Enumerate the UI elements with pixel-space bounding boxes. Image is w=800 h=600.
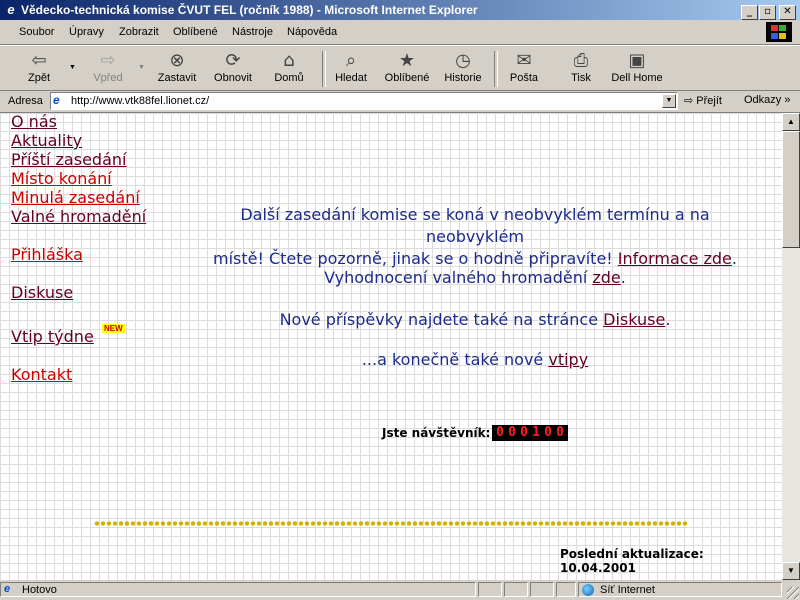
- visitor-counter: [492, 425, 568, 441]
- new-badge: NEW: [104, 324, 123, 333]
- counter-digit: 0: [544, 425, 552, 440]
- stop-icon: ⊗: [169, 50, 185, 71]
- vertical-scrollbar[interactable]: [782, 113, 800, 580]
- globe-icon: [582, 584, 594, 596]
- nav-link-o-nas[interactable]: O nás: [11, 113, 57, 131]
- address-dropdown-icon[interactable]: ▼: [662, 94, 676, 108]
- favorites-button[interactable]: ★ Oblíbené: [381, 50, 433, 84]
- mail-icon: ✉: [516, 50, 532, 71]
- menu-zobrazit[interactable]: Zobrazit: [119, 26, 159, 38]
- nav-link-minula-zasedani[interactable]: Minulá zasedání: [11, 188, 140, 207]
- maximize-button[interactable]: ▫: [759, 5, 776, 20]
- home-button[interactable]: ⌂ Domů: [263, 50, 315, 84]
- back-dropdown-icon[interactable]: ▼: [69, 64, 76, 71]
- status-pane: [504, 582, 528, 597]
- menu-soubor[interactable]: Soubor: [19, 26, 55, 38]
- message-next-meeting: Další zasedání komise se koná v neobvyklém termínu a na neobvyklém místě! Čtete pozorně, jinak se o hodně připravíte! Informace zde.: [213, 205, 737, 268]
- menu-bar: [0, 20, 800, 45]
- info-link[interactable]: Informace zde: [617, 249, 732, 268]
- address-url: http://www.vtk88fel.lionet.cz/: [71, 95, 210, 107]
- dell-home-icon: ▣: [628, 50, 646, 71]
- nav-link-vtip-tydne[interactable]: Vtip týdne: [11, 327, 94, 346]
- resize-grip-icon[interactable]: [787, 587, 799, 599]
- message-discussion: Nové příspěvky najdete také na stránce Diskuse.: [279, 310, 671, 329]
- ie-logo-icon: e: [7, 2, 15, 17]
- counter-digit: 0: [556, 425, 564, 440]
- scroll-thumb[interactable]: [782, 131, 800, 248]
- nav-link-prihlaska[interactable]: Přihláška: [11, 245, 83, 264]
- menu-oblibene[interactable]: Oblíbené: [173, 26, 218, 38]
- message-jokes: ...a konečně také nové vtipy: [361, 350, 589, 369]
- dotted-divider: [94, 521, 688, 526]
- links-button[interactable]: Odkazy »: [744, 94, 791, 106]
- back-button[interactable]: ⇦ Zpět: [13, 50, 65, 84]
- counter-digit: 0: [520, 425, 528, 440]
- window-title: Vědecko-technická komise ČVUT FEL (ročník 1988) - Microsoft Internet Explorer: [21, 3, 478, 17]
- forward-arrow-icon: ⇨: [100, 50, 116, 71]
- windows-logo-icon: [766, 22, 792, 42]
- mail-button[interactable]: ✉ Pošta: [498, 50, 550, 84]
- chevron-right-icon: »: [784, 94, 791, 106]
- message-evaluation: Vyhodnocení valného hromadění zde.: [324, 268, 626, 287]
- nav-link-diskuse[interactable]: Diskuse: [11, 283, 74, 302]
- history-button[interactable]: ◷ Historie: [437, 50, 489, 84]
- menu-upravy[interactable]: Úpravy: [69, 26, 104, 38]
- nav-link-aktuality[interactable]: Aktuality: [11, 131, 83, 150]
- favorites-folder-icon: ★: [398, 50, 416, 71]
- status-pane: [0, 582, 476, 597]
- dell-home-button[interactable]: ▣ Dell Home: [608, 50, 666, 84]
- nav-link-pristi-zasedani[interactable]: Příští zasedání: [11, 150, 127, 169]
- refresh-icon: ⟳: [225, 50, 241, 71]
- page-content: [0, 113, 782, 580]
- printer-icon: ⎙: [573, 50, 589, 71]
- counter-digit: 0: [508, 425, 516, 440]
- status-text: Hotovo: [22, 584, 57, 596]
- scroll-down-icon[interactable]: ▼: [782, 562, 800, 580]
- evaluation-link[interactable]: zde: [592, 268, 621, 287]
- home-icon: ⌂: [283, 50, 295, 71]
- stop-button[interactable]: ⊗ Zastavit: [151, 50, 203, 84]
- counter-digit: 0: [496, 425, 504, 440]
- discussion-link[interactable]: Diskuse: [603, 310, 666, 329]
- security-zone: Síť Internet: [600, 584, 655, 596]
- toolbar: [0, 45, 800, 91]
- menu-napoveda[interactable]: Nápověda: [287, 26, 338, 38]
- status-bar: [0, 580, 800, 600]
- jokes-link[interactable]: vtipy: [548, 350, 589, 369]
- back-arrow-icon: ⇦: [31, 50, 47, 71]
- go-button[interactable]: ⇨ Přejít: [684, 95, 722, 107]
- visitor-label: Jste návštěvník:: [382, 426, 491, 440]
- page-done-icon: e: [4, 583, 11, 595]
- status-pane: [556, 582, 576, 597]
- address-bar: [0, 90, 800, 113]
- page-icon: e: [53, 93, 60, 107]
- print-button[interactable]: ⎙ Tisk: [555, 50, 607, 84]
- status-pane: [478, 582, 502, 597]
- scroll-up-icon[interactable]: ▲: [782, 113, 800, 131]
- status-pane: [530, 582, 554, 597]
- nav-link-valne-hromadeni[interactable]: Valné hromadění: [11, 207, 147, 226]
- window-title-bar[interactable]: [0, 0, 800, 20]
- forward-button[interactable]: ⇨ Vpřed: [82, 50, 134, 84]
- last-update: Poslední aktualizace: 10.04.2001: [560, 547, 704, 575]
- minimize-button[interactable]: _: [741, 5, 758, 20]
- counter-digit: 1: [532, 425, 540, 440]
- window-controls: [740, 3, 796, 20]
- close-button[interactable]: ✕: [779, 5, 796, 20]
- address-label: Adresa: [8, 95, 43, 107]
- go-arrow-icon: ⇨: [684, 95, 694, 107]
- search-button[interactable]: ⌕ Hledat: [325, 50, 377, 84]
- menu-nastroje[interactable]: Nástroje: [232, 26, 273, 38]
- address-input[interactable]: [50, 92, 678, 110]
- refresh-button[interactable]: ⟳ Obnovit: [207, 50, 259, 84]
- history-icon: ◷: [455, 50, 471, 71]
- forward-dropdown-icon[interactable]: ▼: [138, 64, 145, 71]
- search-icon: ⌕: [345, 50, 357, 71]
- nav-link-kontakt[interactable]: Kontakt: [11, 365, 73, 384]
- nav-link-misto-konani[interactable]: Místo konání: [11, 169, 112, 188]
